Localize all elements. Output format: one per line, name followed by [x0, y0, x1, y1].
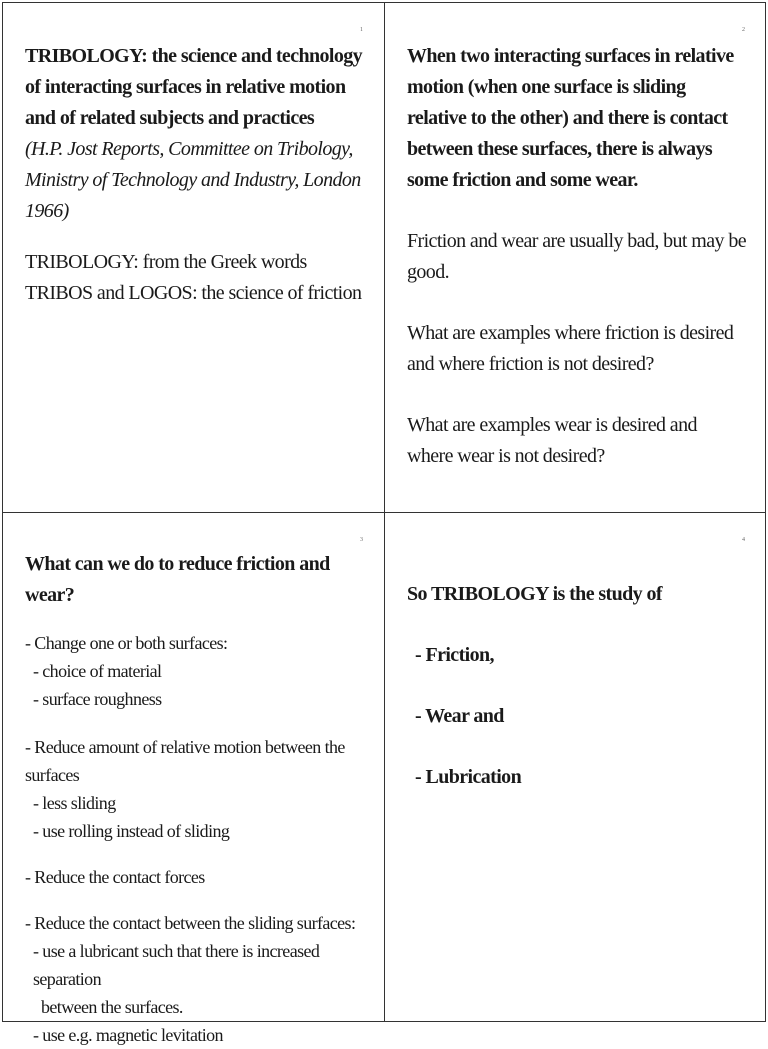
slide-2-paragraph: Friction and wear are usually bad, but may be good.: [407, 230, 746, 283]
slide-4-item: - Friction,: [415, 644, 494, 666]
group-item: - use e.g. magnetic levitation: [33, 1025, 223, 1045]
group-title: - Reduce amount of relative motion between the surfaces: [25, 737, 345, 785]
slide-4-item: - Wear and: [415, 705, 504, 727]
slide-3-group: [25, 909, 365, 1049]
group-item: - choice of material: [33, 661, 162, 681]
slide-1-heading: TRIBOLOGY: the science and technology of interacting surfaces in relative motion and of related subjects and practices: [25, 45, 363, 129]
slide-2: [385, 3, 767, 513]
group-item: - use rolling instead of sliding: [33, 821, 230, 841]
slide-3-group: [25, 863, 365, 891]
slide-1: [3, 3, 385, 513]
slide-2-paragraph: What are examples where friction is desired and where friction is not desired?: [407, 322, 734, 375]
group-title: - Reduce the contact forces: [25, 867, 205, 887]
slide-4-content: [407, 579, 747, 793]
slide-number: 1: [360, 27, 363, 33]
slide-3: [3, 513, 385, 1045]
slide-4-item: - Lubrication: [415, 766, 522, 788]
slide-number: 2: [742, 27, 745, 33]
slide-number: 3: [360, 537, 363, 543]
group-item: - surface roughness: [33, 689, 162, 709]
slide-3-heading: What can we do to reduce friction and wear?: [25, 553, 330, 606]
group-title: - Change one or both surfaces:: [25, 633, 228, 653]
group-item: - less sliding: [33, 793, 116, 813]
slide-1-content: [25, 41, 365, 309]
slide-3-content: [25, 549, 365, 1049]
slide-2-paragraph: What are examples wear is desired and where wear is not desired?: [407, 414, 697, 467]
slide-1-citation: (H.P. Jost Reports, Committee on Tribology, Ministry of Technology and Industry, London 1966): [25, 138, 361, 222]
slide-number: 4: [742, 537, 745, 543]
slide-4-heading: So TRIBOLOGY is the study of: [407, 583, 662, 605]
slide-2-content: [407, 41, 747, 472]
slide-3-group: [25, 629, 365, 713]
group-item: between the surfaces.: [41, 997, 183, 1017]
slide-3-group: [25, 733, 365, 845]
group-title: - Reduce the contact between the sliding surfaces:: [25, 913, 356, 933]
group-item: - use a lubricant such that there is increased separation: [33, 941, 320, 989]
slide-2-heading: When two interacting surfaces in relative motion (when one surface is sliding relative to the other) and there is contact between these surfaces, there is always some friction and some wear.: [407, 45, 734, 191]
slide-1-etymology: TRIBOLOGY: from the Greek words TRIBOS and LOGOS: the science of friction: [25, 251, 362, 304]
slide-4: [385, 513, 767, 1023]
